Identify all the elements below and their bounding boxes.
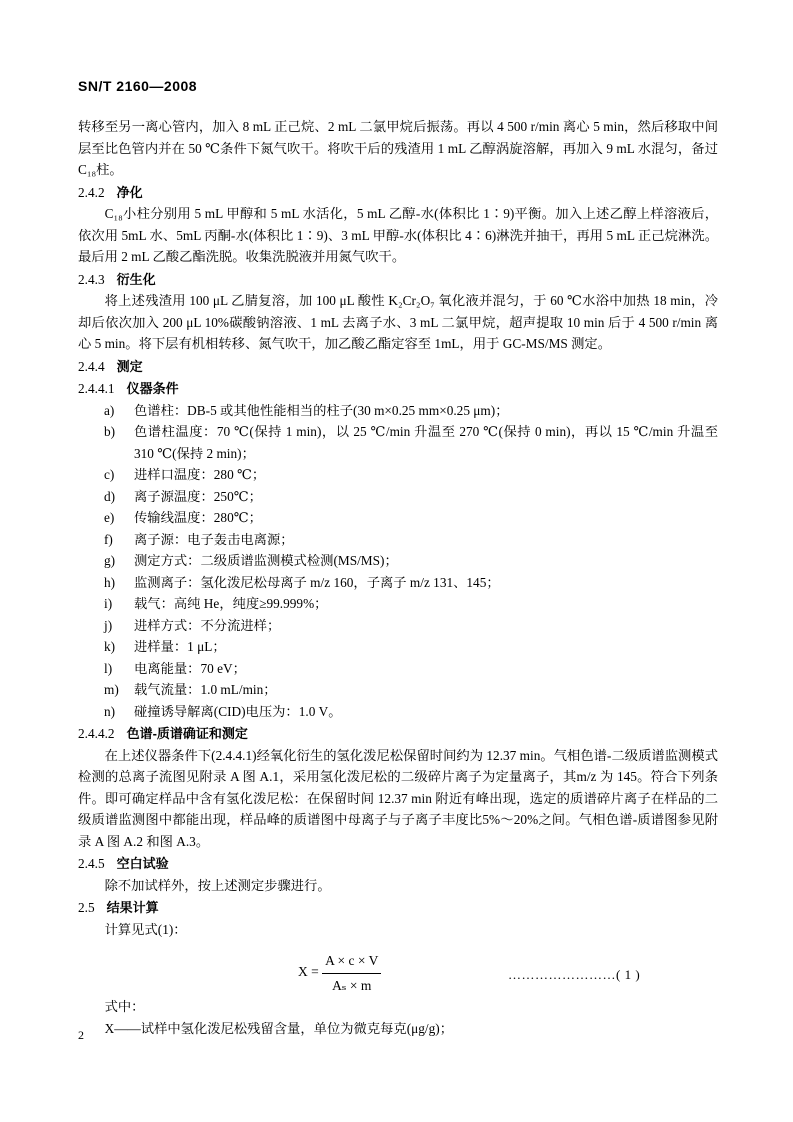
list-item-text: 离子源温度：250℃； — [134, 488, 262, 504]
section-title: 空白试验 — [116, 856, 169, 871]
list-item — [78, 550, 718, 572]
list-marker: k) — [104, 639, 116, 654]
list-item-text: 离子源：电子轰击电离源； — [134, 531, 294, 547]
list-item-text: 进样量：1 μL； — [134, 639, 226, 654]
list-marker: c) — [104, 467, 115, 482]
section-number: 2.4.4 — [78, 358, 105, 374]
section-title: 结果计算 — [106, 900, 159, 915]
formula-dots: …………………… — [508, 967, 616, 982]
list-item — [78, 400, 718, 422]
section-heading-2-4-4-2 — [78, 723, 718, 745]
list-item-text: 载气流量：1.0 mL/min； — [134, 682, 277, 697]
list-marker: g) — [104, 553, 116, 568]
list-item-text: 监测离子：氢化泼尼松母离子 m/z 160，子离子 m/z 131、145； — [134, 574, 500, 590]
paragraph-2-5: 计算见式(1)： — [104, 921, 187, 937]
formula-row — [78, 946, 718, 996]
section-heading-2-5 — [78, 897, 718, 919]
list-item — [78, 701, 718, 723]
list-item — [78, 421, 718, 464]
list-marker: n) — [104, 703, 116, 719]
section-title: 色谱-质谱确证和测定 — [126, 726, 248, 741]
formula-number — [508, 964, 640, 986]
formula-fraction — [322, 950, 381, 996]
section-number: 2.4.4.2 — [78, 726, 115, 741]
list-item — [78, 486, 718, 508]
list-marker: m) — [104, 682, 119, 697]
section-heading-2-4-4 — [78, 356, 718, 378]
paragraph-2-4-4-2: 在上述仪器条件下(2.4.4.1)经氧化衍生的氢化泼尼松保留时间约为 12.37 min。气相色谱-二级质谱监测模式检测的总离子流图见附录 A 图 A.1，采用氢化泼尼松的二级碎片离子为定量离子，其m/z 为 145。符合下列条件。即可确定样品中含有氢化泼尼松：在保留时间 12.37 min 附近有峰出现，选定的质谱碎片离子在样品的二级质谱监测图中都能出现，样品峰的质谱图中母离子与子离子丰度比5%～20%之间。气相色谱-质谱图参见附录 A 图 A.2 和图 A.3。 — [78, 747, 718, 849]
paragraph-2-4-5: 除不加试样外，按上述测定步骤进行。 — [104, 877, 331, 893]
list-item — [78, 636, 718, 658]
instrument-conditions-list — [78, 400, 718, 723]
section-number: 2.4.2 — [78, 184, 105, 200]
list-item-text: 测定方式：二级质谱监测模式检测(MS/MS)； — [134, 553, 398, 568]
section-number: 2.4.4.1 — [78, 381, 115, 396]
page-footer-number: 2 — [78, 1028, 84, 1042]
list-item — [78, 615, 718, 637]
where-label: 式中： — [104, 999, 145, 1014]
paragraph-2-4-2: C₁₈小柱分别用 5 mL 甲醇和 5 mL 水活化，5 mL 乙醇-水(体积比 1∶9)平衡。加入上述乙醇上样溶液后，依次用 5mL 水、5mL 丙酮-水(体积比 1∶9)、3 mL 甲醇-水(体积比 4∶6)淋洗并抽干，再用 5 mL 正己烷淋洗。最后用 2 mL 乙酸乙酯洗脱。收集洗脱液并用氮气吹干。 — [78, 206, 718, 264]
list-item-text: 进样口温度：280 ℃； — [134, 467, 266, 482]
list-marker: d) — [104, 488, 116, 504]
section-title: 仪器条件 — [126, 381, 179, 396]
section-number: 2.4.3 — [78, 271, 105, 287]
list-item-text: 电离能量：70 eV； — [134, 660, 246, 676]
section-heading-2-4-4-1 — [78, 378, 718, 400]
list-item-text: 进样方式：不分流进样； — [134, 617, 281, 633]
formula-numerator: A × c × V — [322, 950, 381, 974]
page-header: SN/T 2160—2008 — [78, 78, 198, 94]
formula-expression — [298, 950, 381, 996]
section-number: 2.4.5 — [78, 856, 105, 871]
where-definition-x: X——试样中氢化泼尼松残留含量，单位为微克每克(μg/g)； — [104, 1020, 453, 1036]
section-heading-2-4-2 — [78, 182, 718, 204]
list-item — [78, 507, 718, 529]
list-marker: e) — [104, 510, 115, 525]
list-marker: j) — [104, 617, 113, 633]
paragraph-intro: 转移至另一离心管内，加入 8 mL 正己烷、2 mL 二氯甲烷后振荡。再以 4 500 r/min 离心 5 min，然后移取中间层至比色管内并在 50 ℃条件下氮气吹干。将吹干后的残渣用 1 mL 乙醇涡旋溶解，再加入 9 mL 水混匀，备过 C₁₈柱。 — [78, 119, 718, 177]
list-marker: l) — [104, 660, 113, 676]
list-marker: i) — [104, 596, 113, 611]
list-item-text: 色谱柱温度：70 ℃(保持 1 min)，以 25 ℃/min 升温至 270 ℃(保持 0 min)，再以 15 ℃/min 升温至 310 ℃(保持 2 min)； — [134, 424, 718, 461]
page-content — [78, 116, 718, 1039]
formula-index: ( 1 ) — [616, 967, 641, 982]
list-item — [78, 593, 718, 615]
formula-lhs: X = — [298, 964, 319, 980]
section-title: 测定 — [116, 358, 143, 374]
list-item — [78, 572, 718, 594]
section-title: 净化 — [116, 184, 143, 200]
section-title: 衍生化 — [116, 271, 156, 287]
section-heading-2-4-3 — [78, 269, 718, 291]
list-item — [78, 529, 718, 551]
formula-denominator: Aₛ × m — [332, 977, 372, 993]
list-marker: b) — [104, 424, 116, 439]
list-item — [78, 464, 718, 486]
list-item — [78, 658, 718, 680]
list-marker: a) — [104, 402, 115, 418]
list-marker: f) — [104, 531, 113, 547]
list-item-text: 碰撞诱导解离(CID)电压为：1.0 V。 — [134, 703, 342, 719]
list-item-text: 载气：高纯 He，纯度≥99.999%； — [134, 596, 328, 611]
list-marker: h) — [104, 574, 116, 590]
list-item-text: 色谱柱：DB-5 或其他性能相当的柱子(30 m×0.25 mm×0.25 μm)； — [134, 402, 509, 418]
paragraph-2-4-3: 将上述残渣用 100 μL 乙腈复溶，加 100 μL 酸性 K₂Cr₂O₇ 氧化液并混匀，于 60 ℃水浴中加热 18 min，冷却后依次加入 200 μL 10%碳酸钠溶液、1 mL 去离子水、3 mL 二氯甲烷，超声提取 10 min 后于 4 500 r/min 离心 5 min。将下层有机相转移、氮气吹干，加乙酸乙酯定容至 1mL，用于 GC-MS/MS 测定。 — [78, 293, 718, 351]
list-item — [78, 679, 718, 701]
list-item-text: 传输线温度：280℃； — [134, 510, 262, 525]
section-number: 2.5 — [78, 900, 95, 915]
section-heading-2-4-5 — [78, 853, 718, 875]
